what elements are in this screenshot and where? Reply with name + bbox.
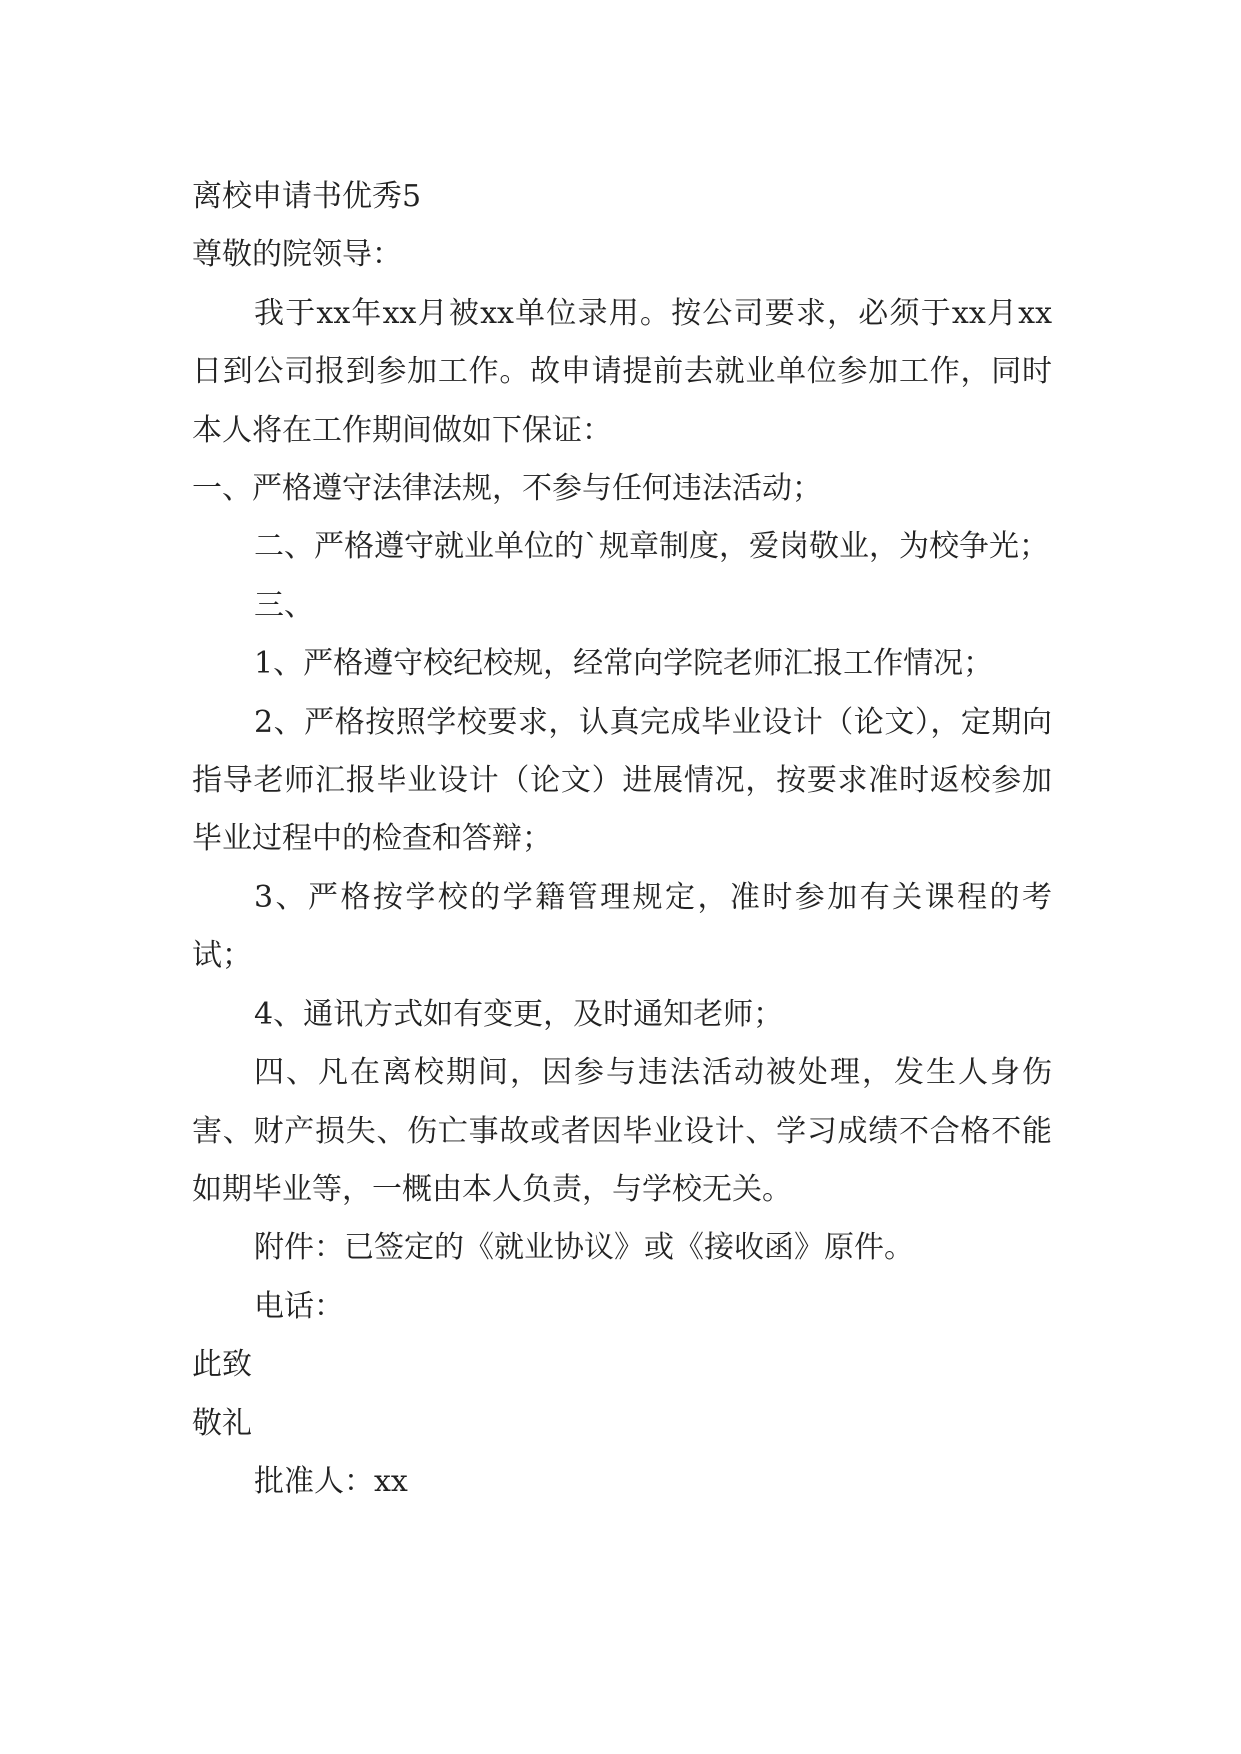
document-body: [192, 168, 1052, 1511]
approver-line: 批准人：xx: [254, 1463, 408, 1499]
paragraph-item-2: 2、严格按照学校要求，认真完成毕业设计（论文），定期向指导老师汇报毕业设计（论文）进展情况，按要求准时返校参加毕业过程中的检查和答辩；: [192, 704, 1052, 857]
paragraph-phone: 电话：: [254, 1288, 344, 1324]
paragraph-pledge-3: 三、: [254, 587, 314, 623]
paragraph-attachment: 附件：已签定的《就业协议》或《接收函》原件。: [254, 1230, 914, 1266]
paragraph-pledge-2: 二、严格遵守就业单位的`规章制度，爱岗敬业，为校争光；: [254, 529, 1049, 565]
document-title: 离校申请书优秀5: [192, 179, 422, 214]
paragraph-pledge-1: 一、严格遵守法律法规，不参与任何违法活动；: [192, 471, 822, 507]
paragraph-item-3: 3、严格按学校的学籍管理规定，准时参加有关课程的考试；: [192, 879, 1052, 974]
closing-line-1: 此致: [192, 1347, 252, 1383]
paragraph-intro: 我于xx年xx月被xx单位录用。按公司要求，必须于xx月xx日到公司报到参加工作。故申请提前去就业单位参加工作，同时本人将在工作期间做如下保证：: [192, 295, 1052, 448]
paragraph-pledge-4: 四、凡在离校期间，因参与违法活动被处理，发生人身伤害、财产损失、伤亡事故或者因毕业设计、学习成绩不合格不能如期毕业等，一概由本人负责，与学校无关。: [192, 1055, 1052, 1207]
paragraph-item-1: 1、严格遵守校纪校规，经常向学院老师汇报工作情况；: [254, 646, 994, 682]
paragraph-item-4: 4、通讯方式如有变更，及时通知老师；: [254, 996, 784, 1032]
closing-line-2: 敬礼: [192, 1405, 252, 1441]
salutation: 尊敬的院领导：: [192, 237, 402, 273]
